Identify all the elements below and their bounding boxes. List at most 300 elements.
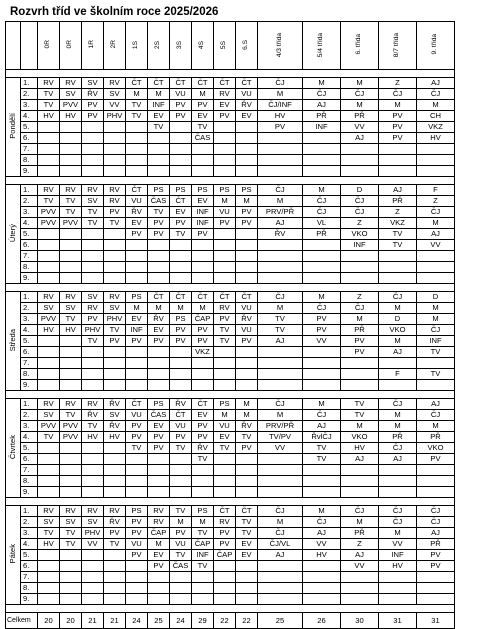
lesson-cell: PV <box>126 432 148 443</box>
lesson-cell: VKO <box>379 325 417 336</box>
lesson-cell: PV <box>148 561 170 572</box>
lesson-cell <box>60 476 82 487</box>
lesson-cell <box>341 572 379 583</box>
lesson-cell: ČJ <box>341 303 379 314</box>
lesson-cell <box>148 273 170 284</box>
period-row <box>6 78 455 89</box>
lesson-cell: M <box>236 399 258 410</box>
lesson-cell: ČJ <box>417 89 455 100</box>
lesson-cell: HV <box>379 561 417 572</box>
period-number: 1. <box>21 506 38 517</box>
lesson-cell <box>214 240 236 251</box>
lesson-cell: ČJ <box>303 89 341 100</box>
lesson-cell: ČJ <box>303 196 341 207</box>
lesson-cell: TV <box>170 550 192 561</box>
lesson-cell <box>341 166 379 177</box>
lesson-cell <box>126 583 148 594</box>
class-header <box>148 22 170 70</box>
lesson-cell: M <box>258 303 303 314</box>
period-number: 4. <box>21 111 38 122</box>
period-row <box>6 336 455 347</box>
lesson-cell <box>148 572 170 583</box>
lesson-cell: SV <box>82 517 104 528</box>
lesson-cell: M <box>236 410 258 421</box>
period-row <box>6 251 455 262</box>
class-header <box>38 22 60 70</box>
lesson-cell: PV <box>214 539 236 550</box>
total-cell: 26 <box>303 613 341 629</box>
lesson-cell: M <box>192 89 214 100</box>
lesson-cell <box>82 251 104 262</box>
period-row <box>6 155 455 166</box>
lesson-cell: VU <box>170 421 192 432</box>
lesson-cell: TV <box>170 506 192 517</box>
lesson-cell <box>38 166 60 177</box>
lesson-cell: PV <box>236 336 258 347</box>
lesson-cell <box>104 583 126 594</box>
lesson-cell: RV <box>104 196 126 207</box>
lesson-cell: ČJ <box>417 506 455 517</box>
lesson-cell: PV <box>82 314 104 325</box>
lesson-cell: PV <box>192 432 214 443</box>
lesson-cell <box>417 380 455 391</box>
lesson-cell <box>379 262 417 273</box>
lesson-cell: PV <box>258 122 303 133</box>
lesson-cell: PV <box>417 561 455 572</box>
lesson-cell: ČJ <box>379 443 417 454</box>
lesson-cell <box>214 155 236 166</box>
total-cell: 25 <box>148 613 170 629</box>
lesson-cell <box>236 454 258 465</box>
lesson-cell: ČJ <box>379 89 417 100</box>
lesson-cell: TV <box>417 369 455 380</box>
lesson-cell: PŘ <box>303 111 341 122</box>
lesson-cell: ČJ <box>258 185 303 196</box>
lesson-cell <box>258 262 303 273</box>
lesson-cell: TV <box>170 443 192 454</box>
lesson-cell <box>126 380 148 391</box>
period-row <box>6 432 455 443</box>
lesson-cell: RV <box>60 292 82 303</box>
period-number: 9. <box>21 166 38 177</box>
lesson-cell <box>38 454 60 465</box>
lesson-cell <box>192 358 214 369</box>
lesson-cell: AJ <box>341 454 379 465</box>
lesson-cell <box>417 465 455 476</box>
class-header <box>417 22 455 70</box>
period-row <box>6 196 455 207</box>
lesson-cell <box>82 122 104 133</box>
lesson-cell: ČAS <box>148 196 170 207</box>
lesson-cell <box>214 594 236 605</box>
total-cell: 21 <box>104 613 126 629</box>
lesson-cell <box>148 369 170 380</box>
lesson-cell: TV <box>82 336 104 347</box>
lesson-cell <box>192 144 214 155</box>
lesson-cell: INF <box>126 325 148 336</box>
lesson-cell <box>126 594 148 605</box>
lesson-cell <box>236 369 258 380</box>
class-header <box>192 22 214 70</box>
class-header <box>82 22 104 70</box>
lesson-cell: VU <box>236 325 258 336</box>
lesson-cell <box>258 594 303 605</box>
lesson-cell: TV <box>104 218 126 229</box>
lesson-cell <box>192 155 214 166</box>
lesson-cell: TV <box>126 443 148 454</box>
lesson-cell <box>214 229 236 240</box>
class-header <box>60 22 82 70</box>
lesson-cell: TV <box>341 399 379 410</box>
lesson-cell: TV <box>236 528 258 539</box>
lesson-cell <box>417 476 455 487</box>
lesson-cell: RV <box>82 185 104 196</box>
lesson-cell <box>236 561 258 572</box>
lesson-cell: PV <box>341 347 379 358</box>
lesson-cell: AJ <box>303 421 341 432</box>
lesson-cell: PS <box>192 185 214 196</box>
period-number: 7. <box>21 144 38 155</box>
lesson-cell <box>104 229 126 240</box>
lesson-cell: TV <box>192 122 214 133</box>
lesson-cell: PVV <box>60 421 82 432</box>
lesson-cell: HV <box>258 111 303 122</box>
lesson-cell <box>104 166 126 177</box>
lesson-cell <box>214 369 236 380</box>
lesson-cell <box>192 240 214 251</box>
lesson-cell: ČT <box>170 196 192 207</box>
lesson-cell: TV <box>60 314 82 325</box>
lesson-cell: TV <box>38 89 60 100</box>
lesson-cell: TV <box>148 207 170 218</box>
lesson-cell: PV <box>192 336 214 347</box>
lesson-cell <box>341 273 379 284</box>
lesson-cell: ČJ <box>258 78 303 89</box>
day-label-cell <box>6 399 21 498</box>
lesson-cell: RV <box>60 399 82 410</box>
lesson-cell <box>38 561 60 572</box>
lesson-cell <box>38 262 60 273</box>
lesson-cell: VU <box>170 89 192 100</box>
lesson-cell <box>82 487 104 498</box>
lesson-cell: PV <box>214 218 236 229</box>
lesson-cell: AJ <box>417 229 455 240</box>
lesson-cell: RV <box>148 517 170 528</box>
lesson-cell <box>126 251 148 262</box>
lesson-cell <box>104 133 126 144</box>
lesson-cell: RV <box>38 292 60 303</box>
lesson-cell <box>104 454 126 465</box>
lesson-cell <box>214 347 236 358</box>
lesson-cell: TV <box>60 528 82 539</box>
total-cell: 22 <box>214 613 236 629</box>
period-row <box>6 166 455 177</box>
lesson-cell <box>38 583 60 594</box>
lesson-cell: M <box>341 100 379 111</box>
lesson-cell: PV <box>170 100 192 111</box>
lesson-cell <box>417 583 455 594</box>
period-row <box>6 528 455 539</box>
lesson-cell <box>379 465 417 476</box>
lesson-cell <box>170 155 192 166</box>
lesson-cell <box>303 358 341 369</box>
lesson-cell <box>236 465 258 476</box>
lesson-cell <box>236 262 258 273</box>
period-number: 9. <box>21 487 38 498</box>
lesson-cell: INF <box>192 550 214 561</box>
lesson-cell: PŘ <box>341 111 379 122</box>
lesson-cell: PS <box>214 399 236 410</box>
lesson-cell <box>303 240 341 251</box>
class-name: 4/3 třída <box>275 32 283 57</box>
page-title: Rozvrh tříd ve školním roce 2025/2026 <box>10 6 219 18</box>
lesson-cell: PV <box>104 207 126 218</box>
lesson-cell <box>236 476 258 487</box>
lesson-cell <box>104 347 126 358</box>
lesson-cell: PVV <box>60 432 82 443</box>
period-row <box>6 111 455 122</box>
lesson-cell: PV <box>341 336 379 347</box>
lesson-cell <box>192 166 214 177</box>
lesson-cell <box>192 572 214 583</box>
lesson-cell: TV <box>60 207 82 218</box>
lesson-cell <box>126 155 148 166</box>
day-name: Pondělí <box>8 113 18 140</box>
lesson-cell <box>303 133 341 144</box>
lesson-cell: AJ <box>417 399 455 410</box>
lesson-cell: RV <box>82 506 104 517</box>
lesson-cell <box>192 262 214 273</box>
lesson-cell <box>303 347 341 358</box>
lesson-cell: RV <box>104 78 126 89</box>
lesson-cell: AJ <box>417 528 455 539</box>
lesson-cell: PV <box>104 528 126 539</box>
lesson-cell <box>38 369 60 380</box>
period-number: 5. <box>21 443 38 454</box>
lesson-cell: ČT <box>236 506 258 517</box>
lesson-cell <box>148 487 170 498</box>
lesson-cell: HV <box>38 325 60 336</box>
lesson-cell: ČT <box>192 292 214 303</box>
lesson-cell <box>104 380 126 391</box>
lesson-cell <box>192 476 214 487</box>
lesson-cell <box>82 155 104 166</box>
lesson-cell <box>82 561 104 572</box>
period-number: 5. <box>21 336 38 347</box>
period-row <box>6 325 455 336</box>
lesson-cell: D <box>341 185 379 196</box>
lesson-cell <box>60 336 82 347</box>
lesson-cell <box>60 369 82 380</box>
lesson-cell <box>82 583 104 594</box>
lesson-cell: EV <box>192 111 214 122</box>
lesson-cell <box>126 369 148 380</box>
lesson-cell <box>170 380 192 391</box>
lesson-cell: SV <box>104 410 126 421</box>
lesson-cell: RV <box>38 78 60 89</box>
lesson-cell: ČT <box>148 292 170 303</box>
lesson-cell: ČAP <box>214 550 236 561</box>
lesson-cell <box>148 144 170 155</box>
lesson-cell: ČT <box>126 399 148 410</box>
period-row <box>6 517 455 528</box>
lesson-cell <box>303 583 341 594</box>
period-number: 2. <box>21 410 38 421</box>
lesson-cell <box>379 358 417 369</box>
lesson-cell <box>236 594 258 605</box>
period-number: 6. <box>21 133 38 144</box>
lesson-cell: PV <box>126 550 148 561</box>
lesson-cell: TV <box>214 325 236 336</box>
lesson-cell <box>236 251 258 262</box>
lesson-cell <box>258 380 303 391</box>
lesson-cell: ČT <box>214 292 236 303</box>
lesson-cell <box>192 369 214 380</box>
lesson-cell <box>60 347 82 358</box>
lesson-cell: SV <box>38 517 60 528</box>
lesson-cell: M <box>417 314 455 325</box>
lesson-cell: AJ <box>341 133 379 144</box>
lesson-cell <box>303 155 341 166</box>
lesson-cell: PVV <box>38 218 60 229</box>
lesson-cell <box>82 133 104 144</box>
lesson-cell <box>38 594 60 605</box>
header-corner <box>6 22 21 70</box>
lesson-cell: PRV/PŘ <box>258 207 303 218</box>
total-cell: 22 <box>236 613 258 629</box>
lesson-cell <box>379 572 417 583</box>
period-number: 4. <box>21 432 38 443</box>
lesson-cell <box>60 155 82 166</box>
lesson-cell: M <box>148 89 170 100</box>
lesson-cell <box>126 166 148 177</box>
lesson-cell: ŘvlČJ <box>303 432 341 443</box>
lesson-cell <box>170 166 192 177</box>
lesson-cell: ČT <box>170 292 192 303</box>
lesson-cell <box>38 133 60 144</box>
totals-row <box>6 613 455 629</box>
lesson-cell: SV <box>60 517 82 528</box>
lesson-cell <box>214 465 236 476</box>
lesson-cell: M <box>148 539 170 550</box>
lesson-cell: TV/PV <box>258 432 303 443</box>
lesson-cell: TV <box>170 229 192 240</box>
lesson-cell <box>60 443 82 454</box>
lesson-cell <box>379 273 417 284</box>
lesson-cell: PS <box>148 185 170 196</box>
day-label-cell <box>6 78 21 177</box>
day-gap <box>6 177 455 185</box>
period-row <box>6 476 455 487</box>
lesson-cell <box>379 487 417 498</box>
class-name: 0R <box>44 40 52 49</box>
lesson-cell: RV <box>214 89 236 100</box>
lesson-cell: INF <box>192 207 214 218</box>
lesson-cell: M <box>258 196 303 207</box>
class-header <box>379 22 417 70</box>
lesson-cell <box>236 583 258 594</box>
day-gap <box>6 391 455 399</box>
lesson-cell: VV <box>303 336 341 347</box>
class-name: 0R <box>66 40 74 49</box>
lesson-cell: RV <box>104 185 126 196</box>
period-row <box>6 369 455 380</box>
lesson-cell: PHV <box>82 528 104 539</box>
lesson-cell <box>126 273 148 284</box>
lesson-cell: ŘV <box>236 314 258 325</box>
lesson-cell: Z <box>379 78 417 89</box>
lesson-cell: TV <box>38 528 60 539</box>
lesson-cell: PVV <box>38 314 60 325</box>
lesson-cell <box>236 133 258 144</box>
lesson-cell: PV <box>126 517 148 528</box>
lesson-cell <box>236 155 258 166</box>
lesson-cell: TV <box>192 561 214 572</box>
lesson-cell: TV <box>82 207 104 218</box>
lesson-cell <box>104 487 126 498</box>
lesson-cell: ČJ/INF <box>258 100 303 111</box>
lesson-cell: TV <box>379 240 417 251</box>
lesson-cell: ČJ <box>341 89 379 100</box>
lesson-cell: VV <box>417 240 455 251</box>
lesson-cell <box>104 144 126 155</box>
lesson-cell: M <box>379 421 417 432</box>
lesson-cell: RV <box>60 78 82 89</box>
lesson-cell <box>303 380 341 391</box>
lesson-cell: M <box>417 100 455 111</box>
period-row <box>6 583 455 594</box>
totals-label: Celkem <box>6 613 38 629</box>
period-number: 8. <box>21 583 38 594</box>
lesson-cell <box>126 487 148 498</box>
lesson-cell: M <box>258 517 303 528</box>
lesson-cell: RV <box>38 506 60 517</box>
lesson-cell <box>170 594 192 605</box>
period-row <box>6 240 455 251</box>
lesson-cell: PHV <box>82 325 104 336</box>
lesson-cell <box>379 476 417 487</box>
period-number: 6. <box>21 454 38 465</box>
period-number: 5. <box>21 550 38 561</box>
lesson-cell: PV <box>214 314 236 325</box>
lesson-cell <box>104 155 126 166</box>
lesson-cell: M <box>341 517 379 528</box>
header-period <box>21 22 38 70</box>
lesson-cell <box>82 476 104 487</box>
day-label-cell <box>6 292 21 391</box>
lesson-cell <box>170 251 192 262</box>
total-cell: 20 <box>38 613 60 629</box>
lesson-cell <box>192 251 214 262</box>
lesson-cell: M <box>341 314 379 325</box>
lesson-cell: EV <box>126 314 148 325</box>
lesson-cell <box>379 144 417 155</box>
lesson-cell: VV <box>258 443 303 454</box>
lesson-cell <box>82 229 104 240</box>
lesson-cell <box>82 240 104 251</box>
lesson-cell: SV <box>82 292 104 303</box>
lesson-cell <box>258 273 303 284</box>
lesson-cell: ČJ <box>303 207 341 218</box>
lesson-cell <box>126 561 148 572</box>
lesson-cell: ČT <box>126 78 148 89</box>
class-name: 2R <box>110 40 118 49</box>
class-name: 8/7 třída <box>393 32 401 57</box>
lesson-cell: SV <box>38 410 60 421</box>
lesson-cell: SV <box>60 89 82 100</box>
lesson-cell <box>82 358 104 369</box>
lesson-cell <box>214 166 236 177</box>
